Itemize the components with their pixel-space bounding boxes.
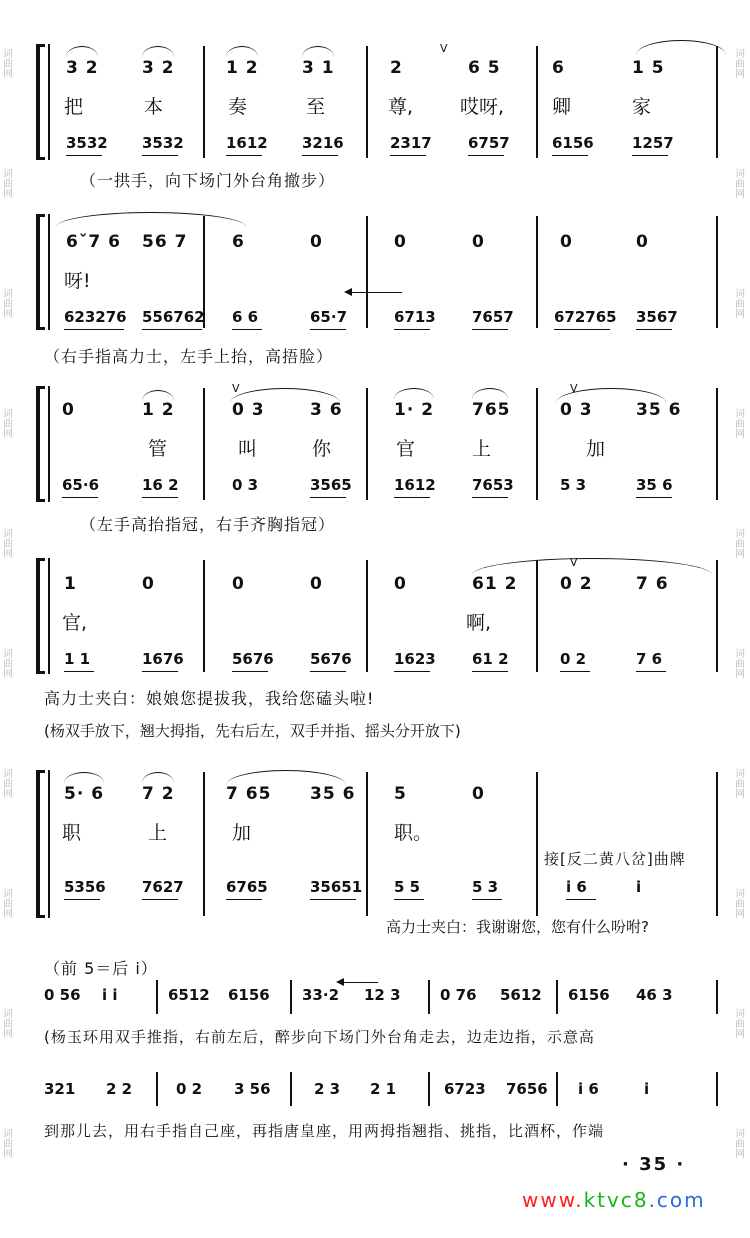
accomp-note: 2317 [390,134,432,152]
top-note: 0 [142,574,155,594]
site-watermark-logo [522,1188,706,1212]
accomp-note: 3532 [142,134,184,152]
watermark-text: 词曲网 [735,769,745,800]
watermark-text: 词曲网 [3,289,13,320]
inst-note: i i [102,986,118,1004]
lyric-char: 加 [232,822,252,844]
watermark-text: 词曲网 [3,649,13,680]
top-note: 0 [394,232,407,252]
inst-note: 46 3 [636,986,673,1004]
top-note: 5· 6 [64,784,105,804]
inst-note: 3 56 [234,1080,271,1098]
top-note: 7 6 [636,574,669,594]
top-note: 0 [310,232,323,252]
inst-note: 0 56 [44,986,81,1004]
inst-note: 0 76 [440,986,477,1004]
lyric-char: 你 [312,438,332,460]
accomp-note: 623276 [64,308,127,326]
top-note: 0 [560,232,573,252]
lyric-char: 官 [396,438,416,460]
lyric-char: 管 [148,438,168,460]
lyric-char: 官, [62,612,88,634]
accomp-note: 7 6 [636,650,663,668]
top-note: 0 2 [560,574,593,594]
watermark-text: 词曲网 [735,289,745,320]
accomp-note: 6 6 [232,308,259,326]
top-note: 1 [64,574,77,594]
top-note: 6 5 [468,58,501,78]
accomp-note: 3532 [66,134,108,152]
top-note: 7 65 [226,784,272,804]
accomp-note: 7657 [472,308,514,326]
watermark-text: 词曲网 [735,1009,745,1040]
watermark-text: 词曲网 [3,169,13,200]
watermark-text: 词曲网 [735,169,745,200]
watermark-text: 词曲网 [735,649,745,680]
inst-note: i [644,1080,650,1098]
instrumental-section [36,956,722,1156]
inst-note: 6512 [168,986,210,1004]
system-brace [36,44,45,160]
inst-note: 6156 [228,986,270,1004]
stage-direction: （一拱手，向下场门外台角撤步） [80,171,336,190]
top-note: 0 3 [560,400,593,420]
top-note: 765 [472,400,511,420]
accomp-note: 5 5 [394,878,421,896]
inst-note: 12 3 [364,986,401,1004]
stage-direction: (杨双手放下，翘大拇指，先右后左，双手并指、摇头分开放下) [44,722,461,740]
watermark-text: 词曲网 [3,889,13,920]
stage-direction: 到那儿去，用右手指自己座，再指唐皇座，用两拇指翘指、挑指，比酒杯，作端 [44,1122,605,1140]
top-note: 0 3 [232,400,265,420]
top-note: 0 [310,574,323,594]
top-note: 6 [552,58,565,78]
watermark-text: 词曲网 [735,49,745,80]
top-note: 7 2 [142,784,175,804]
inst-note: 6156 [568,986,610,1004]
inst-note: 0 2 [176,1080,203,1098]
top-note: 3 6 [310,400,343,420]
top-note: 2 [390,58,403,78]
accomp-note: 6156 [552,134,594,152]
lyric-char: 职。 [394,822,433,844]
top-note: 0 [394,574,407,594]
watermark-text: 词曲网 [735,1129,745,1160]
lyric-char: 叫 [238,438,258,460]
accomp-note: 1612 [226,134,268,152]
top-note: 1 2 [142,400,175,420]
lyric-char: 上 [472,438,492,460]
spoken-aside: 高力士夹白：娘娘您提拔我，我给您磕头啦! [44,689,375,708]
score-system-3: V V 0 1 2 0 3 3 6 1· 2 765 0 3 35 6 管 叫 你 官 上 加 65·6 16 2 0 3 3565 1612 7653 5 3 35 6 （左手高抬指冠，右手齐胸指冠） [36,380,722,540]
accomp-note: 16 2 [142,476,179,494]
accomp-note: 6757 [468,134,510,152]
lyric-char: 奏 [228,96,248,118]
inst-note: 2 2 [106,1080,133,1098]
lyric-char: 把 [64,96,84,118]
accomp-note: 3565 [310,476,352,494]
inst-note: 6723 [444,1080,486,1098]
key-change-mark: （前 5＝后 i） [44,959,158,978]
accomp-note: 3216 [302,134,344,152]
page-number: · 35 · [622,1154,686,1175]
accomp-note: 0 3 [232,476,259,494]
inst-note: 321 [44,1080,76,1098]
accomp-note: 61 2 [472,650,509,668]
watermark-text: 词曲网 [3,1129,13,1160]
accomp-note: 6713 [394,308,436,326]
accomp-note: 65·7 [310,308,348,326]
top-note: 35 6 [636,400,682,420]
site-url-part: .com [648,1188,706,1212]
lyric-char: 呀! [64,270,91,292]
inst-note: 2 1 [370,1080,397,1098]
accomp-note: i 6 [566,878,587,896]
top-note: 3 2 [66,58,99,78]
lyric-char: 加 [586,438,606,460]
inst-note: 5612 [500,986,542,1004]
accomp-note: 1623 [394,650,436,668]
watermark-left-column [2,0,16,1238]
stage-direction: （左手高抬指冠，右手齐胸指冠） [80,515,336,534]
score-system-4: V 1 0 0 0 0 61 2 0 2 7 6 官, 啊, 1 1 1676 5676 5676 1623 61 2 0 2 7 6 高力士夹白：娘娘您提拔我，我给您磕头啦! (杨双手放下，翘大拇指，先右后左，双手并指、摇头分开放下) [36,552,722,752]
lyric-char: 啊, [466,612,492,634]
top-note: 1· 2 [394,400,435,420]
top-note: 0 [232,574,245,594]
watermark-text: 词曲网 [735,889,745,920]
site-url-part: ktvc8 [583,1188,649,1212]
lyric-char: 本 [144,96,164,118]
accomp-note: i [636,878,642,896]
top-note: 1 5 [632,58,665,78]
lyric-char: 哎呀, [460,96,505,118]
lyric-char: 至 [306,96,326,118]
top-note: 3 1 [302,58,335,78]
top-note: 35 6 [310,784,356,804]
accomp-note: 1257 [632,134,674,152]
top-note: 0 [62,400,75,420]
top-note: 5 [394,784,407,804]
top-note: 61 2 [472,574,518,594]
accomp-note: 35651 [310,878,363,896]
accomp-note: 7627 [142,878,184,896]
watermark-text: 词曲网 [3,529,13,560]
watermark-text: 词曲网 [3,769,13,800]
accomp-note: 6765 [226,878,268,896]
accomp-note: 7653 [472,476,514,494]
lyric-char: 家 [632,96,652,118]
lyric-char: 尊, [388,96,414,118]
watermark-right-column [734,0,748,1238]
accomp-note: 5 3 [560,476,587,494]
accomp-note: 0 2 [560,650,587,668]
lyric-char: 职 [62,822,82,844]
score-system-2 [36,210,722,370]
accomp-note: 1 1 [64,650,91,668]
top-note: 1 2 [226,58,259,78]
lyric-char: 卿 [552,96,572,118]
top-note: 0 [472,784,485,804]
accomp-note: 5676 [310,650,352,668]
top-note: 56 7 [142,232,188,252]
accomp-note: 672765 [554,308,617,326]
watermark-text: 词曲网 [735,529,745,560]
score-system-1: V 3 2 3 2 1 2 3 1 2 6 5 6 1 5 把 本 奏 至 尊, 哎呀, 卿 家 3532 3532 1612 3216 2317 6757 6156 1257 （一拱手，向下场门外台角撤步） [36,40,722,200]
score-system-5 [36,764,722,954]
top-note: 3 2 [142,58,175,78]
accomp-note: 65·6 [62,476,100,494]
watermark-text: 词曲网 [3,409,13,440]
qupai-label: 接[反二黄八岔]曲牌 [544,850,686,868]
top-note: 6ˇ7 6 [66,232,121,252]
inst-note: i 6 [578,1080,599,1098]
inst-note: 7656 [506,1080,548,1098]
accomp-note: 5356 [64,878,106,896]
accomp-note: 1676 [142,650,184,668]
stage-direction: (杨玉环用双手推指，右前左后，醉步向下场门外台角走去，边走边指，示意高 [44,1028,595,1046]
inst-note: 2 3 [314,1080,341,1098]
watermark-text: 词曲网 [3,1009,13,1040]
accomp-note: 3567 [636,308,678,326]
stage-direction: （右手指高力士，左手上抬，高捂脸） [44,347,334,366]
accomp-note: 35 6 [636,476,673,494]
accomp-note: 1612 [394,476,436,494]
inst-note: 33·2 [302,986,340,1004]
watermark-text: 词曲网 [735,409,745,440]
top-note: 0 [636,232,649,252]
site-url-part: www. [522,1188,584,1212]
lyric-char: 上 [148,822,168,844]
accomp-note: 5 3 [472,878,499,896]
spoken-aside: 高力士夹白：我谢谢您，您有什么吩咐? [386,918,649,936]
accomp-note: 556762 [142,308,205,326]
accomp-note: 5676 [232,650,274,668]
top-note: 0 [472,232,485,252]
watermark-text: 词曲网 [3,49,13,80]
top-note: 6 [232,232,245,252]
